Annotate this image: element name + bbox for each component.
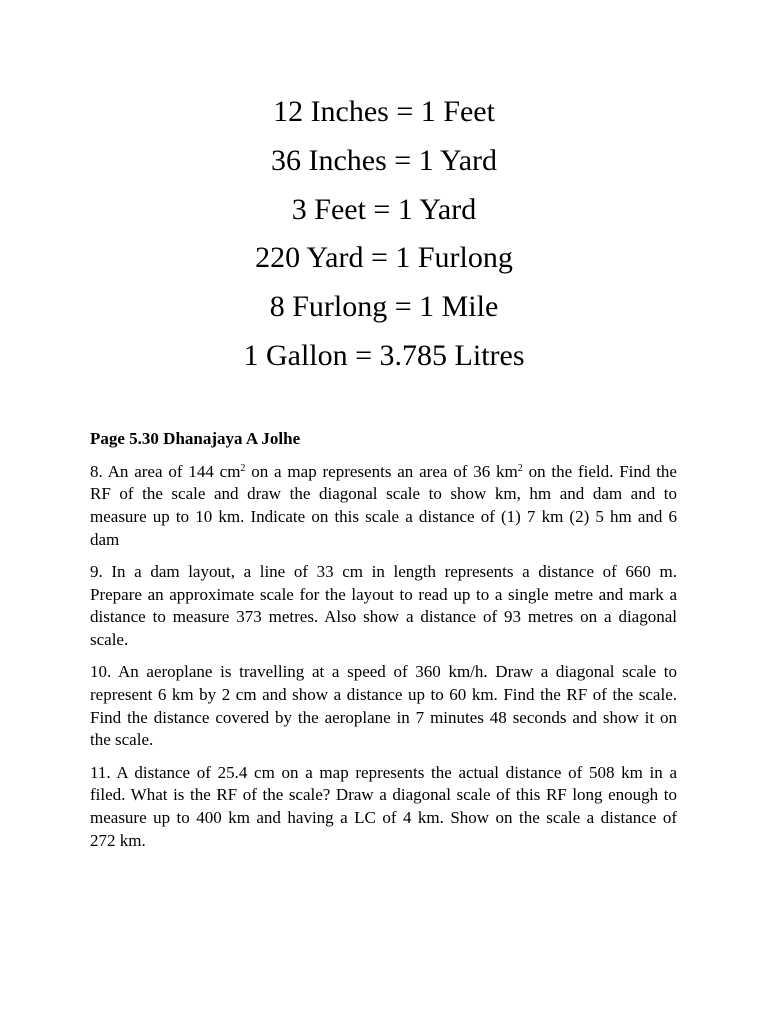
problem-line: 11. A distance of 25.4 cm on a map represents the actual distance of 508 km in a bbox=[90, 762, 677, 782]
problem-line: filed. What is the RF of the scale? Draw a diagonal scale of this RF long enough to bbox=[90, 785, 677, 805]
problem-line: dam bbox=[90, 529, 120, 549]
problem-line: Find the distance covered by the aeroplane in 7 minutes 48 seconds and show it on bbox=[90, 707, 677, 727]
problem-11 bbox=[90, 762, 677, 853]
unit-conversion-list bbox=[0, 88, 768, 381]
conversion-inches-yard: 36 Inches = 1 Yard bbox=[270, 143, 498, 177]
problem-10 bbox=[90, 661, 677, 752]
problem-line: measure up to 10 km. Indicate on this scale a distance of (1) 7 km (2) 5 hm and 6 bbox=[90, 507, 677, 527]
line-text: on a map represents an area of 36 km bbox=[245, 461, 518, 481]
conversion-gallon-litres: 1 Gallon = 3.785 Litres bbox=[243, 338, 525, 372]
line-text: on the field. Find the bbox=[522, 461, 677, 481]
problem-line: 9. In a dam layout, a line of 33 cm in length represents a distance of 660 m. bbox=[90, 562, 677, 582]
conversion-feet-yard: 3 Feet = 1 Yard bbox=[291, 192, 477, 226]
problem-line bbox=[90, 461, 677, 484]
problem-line: measure up to 400 km and having a LC of 4 km. Show on the scale a distance of bbox=[90, 808, 677, 828]
conversion-inches-feet: 12 Inches = 1 Feet bbox=[273, 95, 495, 128]
superscript: 2 bbox=[240, 462, 246, 474]
problem-line: Prepare an approximate scale for the layout to read up to a single metre and mark a bbox=[90, 584, 677, 604]
conversion-yard-furlong: 220 Yard = 1 Furlong bbox=[255, 241, 513, 275]
reference-heading: Page 5.30 Dhanajaya A Jolhe bbox=[90, 429, 301, 448]
problem-line: represent 6 km by 2 cm and show a distance up to 60 km. Find the RF of the scale. bbox=[90, 685, 677, 705]
superscript: 2 bbox=[517, 462, 523, 474]
conversion-furlong-mile: 8 Furlong = 1 Mile bbox=[269, 290, 499, 324]
problem-line: the scale. bbox=[90, 730, 154, 750]
problem-line: distance to measure 373 metres. Also show a distance of 93 metres on a diagonal bbox=[90, 607, 677, 627]
line-text: 8. An area of 144 cm bbox=[90, 461, 241, 481]
problems-section bbox=[90, 428, 677, 862]
problem-8 bbox=[90, 461, 677, 552]
problem-line: scale. bbox=[90, 630, 129, 650]
problem-9 bbox=[90, 561, 677, 652]
problem-line: RF of the scale and draw the diagonal scale to show km, hm and dam and to bbox=[90, 484, 677, 504]
problem-line: 10. An aeroplane is travelling at a speed of 360 km/h. Draw a diagonal scale to bbox=[90, 662, 677, 682]
problem-line: 272 km. bbox=[90, 830, 146, 850]
